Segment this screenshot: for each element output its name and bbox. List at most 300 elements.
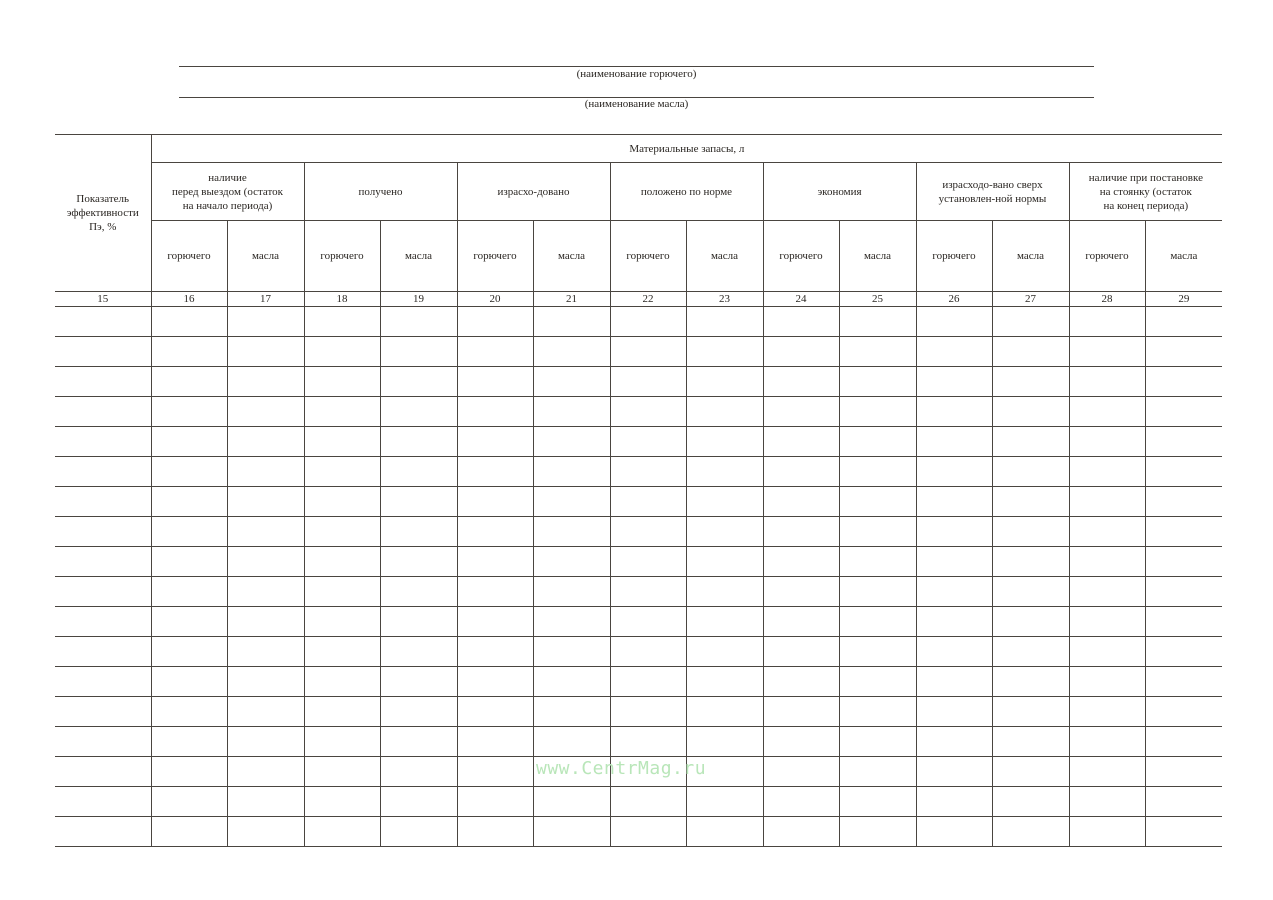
table-cell[interactable] [533, 787, 610, 817]
table-cell[interactable] [457, 637, 533, 667]
table-cell[interactable] [1145, 787, 1222, 817]
column-number: 28 [1069, 292, 1145, 307]
table-cell[interactable] [380, 517, 457, 547]
table-cell[interactable] [610, 547, 686, 577]
table-cell[interactable] [227, 577, 304, 607]
table-cell[interactable] [151, 457, 227, 487]
table-cell[interactable] [1069, 577, 1145, 607]
table-cell[interactable] [1145, 577, 1222, 607]
table-cell[interactable] [1069, 637, 1145, 667]
table-cell[interactable] [839, 487, 916, 517]
indicator-header: Показатель эффективности Пэ, % [55, 135, 151, 292]
table-cell[interactable] [304, 487, 380, 517]
table-cell[interactable] [839, 667, 916, 697]
table-cell[interactable] [55, 637, 151, 667]
column-number: 18 [304, 292, 380, 307]
table-cell[interactable] [227, 307, 304, 337]
table-cell[interactable] [686, 487, 763, 517]
table-cell[interactable] [916, 757, 992, 787]
table-cell[interactable] [610, 787, 686, 817]
table-cell[interactable] [457, 307, 533, 337]
table-cell[interactable] [686, 367, 763, 397]
table-cell[interactable] [380, 577, 457, 607]
table-cell[interactable] [1145, 757, 1222, 787]
table-cell[interactable] [610, 487, 686, 517]
table-cell[interactable] [55, 307, 151, 337]
header-row-subcolumns [55, 221, 1222, 292]
subheader-oil: масла [686, 221, 763, 292]
table-cell[interactable] [380, 637, 457, 667]
table-cell[interactable] [1145, 667, 1222, 697]
table-cell[interactable] [1145, 367, 1222, 397]
table-cell[interactable] [1145, 307, 1222, 337]
table-cell[interactable] [839, 367, 916, 397]
table-cell[interactable] [151, 697, 227, 727]
table-cell[interactable] [992, 337, 1069, 367]
table-cell[interactable] [839, 637, 916, 667]
table-cell[interactable] [457, 337, 533, 367]
table-row [55, 787, 1222, 817]
table-cell[interactable] [55, 427, 151, 457]
table-cell[interactable] [227, 547, 304, 577]
table-cell[interactable] [533, 397, 610, 427]
table-cell[interactable] [916, 547, 992, 577]
table-cell[interactable] [1069, 337, 1145, 367]
table-cell[interactable] [610, 427, 686, 457]
table-cell[interactable] [763, 817, 839, 847]
column-number: 15 [55, 292, 151, 307]
table-cell[interactable] [457, 577, 533, 607]
table-cell[interactable] [686, 667, 763, 697]
table-cell[interactable] [55, 547, 151, 577]
table-cell[interactable] [227, 697, 304, 727]
table-cell[interactable] [992, 367, 1069, 397]
table-cell[interactable] [1069, 787, 1145, 817]
table-cell[interactable] [533, 547, 610, 577]
table-cell[interactable] [227, 637, 304, 667]
table-cell[interactable] [1069, 457, 1145, 487]
table-cell[interactable] [610, 457, 686, 487]
table-cell[interactable] [916, 637, 992, 667]
table-cell[interactable] [916, 397, 992, 427]
table-cell[interactable] [457, 667, 533, 697]
table-cell[interactable] [1069, 757, 1145, 787]
table-cell[interactable] [151, 337, 227, 367]
table-cell[interactable] [686, 427, 763, 457]
table-cell[interactable] [227, 487, 304, 517]
table-cell[interactable] [686, 787, 763, 817]
table-cell[interactable] [1069, 367, 1145, 397]
column-number-row [55, 292, 1222, 307]
table-cell[interactable] [916, 697, 992, 727]
table-cell[interactable] [304, 787, 380, 817]
table-cell[interactable] [304, 427, 380, 457]
table-cell[interactable] [1145, 457, 1222, 487]
table-cell[interactable] [686, 607, 763, 637]
table-row [55, 367, 1222, 397]
table-cell[interactable] [533, 517, 610, 547]
table-cell[interactable] [1069, 517, 1145, 547]
table-cell[interactable] [763, 577, 839, 607]
table-cell[interactable] [686, 307, 763, 337]
table-cell[interactable] [533, 457, 610, 487]
group-header-start-balance: наличие перед выездом (остаток на начало периода) [151, 163, 304, 221]
table-cell[interactable] [763, 307, 839, 337]
table-cell[interactable] [55, 607, 151, 637]
table-cell[interactable] [1145, 517, 1222, 547]
table-cell[interactable] [610, 397, 686, 427]
table-cell[interactable] [839, 757, 916, 787]
table-cell[interactable] [610, 367, 686, 397]
table-cell[interactable] [1145, 817, 1222, 847]
table-cell[interactable] [916, 427, 992, 457]
table-cell[interactable] [457, 517, 533, 547]
table-cell[interactable] [55, 727, 151, 757]
table-cell[interactable] [1069, 727, 1145, 757]
table-cell[interactable] [610, 817, 686, 847]
table-cell[interactable] [151, 367, 227, 397]
table-cell[interactable] [916, 727, 992, 757]
table-cell[interactable] [457, 607, 533, 637]
table-cell[interactable] [227, 517, 304, 547]
table-cell[interactable] [533, 667, 610, 697]
table-cell[interactable] [1069, 307, 1145, 337]
table-cell[interactable] [304, 697, 380, 727]
column-number: 16 [151, 292, 227, 307]
table-cell[interactable] [457, 547, 533, 577]
table-cell[interactable] [839, 427, 916, 457]
table-cell[interactable] [763, 697, 839, 727]
table-cell[interactable] [227, 787, 304, 817]
table-cell[interactable] [763, 727, 839, 757]
table-cell[interactable] [55, 487, 151, 517]
table-cell[interactable] [151, 397, 227, 427]
watermark: www.CentrMag.ru [536, 758, 707, 779]
table-cell[interactable] [1069, 427, 1145, 457]
table-cell[interactable] [304, 577, 380, 607]
table-cell[interactable] [1069, 397, 1145, 427]
table-cell[interactable] [380, 427, 457, 457]
table-cell[interactable] [1145, 337, 1222, 367]
table-cell[interactable] [916, 337, 992, 367]
table-cell[interactable] [763, 547, 839, 577]
table-cell[interactable] [992, 787, 1069, 817]
table-cell[interactable] [151, 667, 227, 697]
table-cell[interactable] [227, 817, 304, 847]
table-cell[interactable] [55, 757, 151, 787]
table-cell[interactable] [839, 547, 916, 577]
table-cell[interactable] [1145, 727, 1222, 757]
table-cell[interactable] [380, 307, 457, 337]
table-cell[interactable] [55, 697, 151, 727]
table-cell[interactable] [151, 817, 227, 847]
table-cell[interactable] [380, 337, 457, 367]
table-cell[interactable] [916, 457, 992, 487]
table-cell[interactable] [610, 337, 686, 367]
table-cell[interactable] [1145, 547, 1222, 577]
table-row [55, 817, 1222, 847]
table-cell[interactable] [457, 487, 533, 517]
table-cell[interactable] [1145, 697, 1222, 727]
table-cell[interactable] [763, 607, 839, 637]
table-cell[interactable] [457, 757, 533, 787]
table-cell[interactable] [151, 307, 227, 337]
table-cell[interactable] [55, 817, 151, 847]
column-number: 25 [839, 292, 916, 307]
table-cell[interactable] [304, 337, 380, 367]
table-row [55, 547, 1222, 577]
table-cell[interactable] [992, 487, 1069, 517]
table-cell[interactable] [610, 727, 686, 757]
table-cell[interactable] [839, 607, 916, 637]
table-cell[interactable] [457, 397, 533, 427]
table-cell[interactable] [916, 577, 992, 607]
table-cell[interactable] [380, 817, 457, 847]
table-cell[interactable] [1069, 667, 1145, 697]
table-cell[interactable] [380, 397, 457, 427]
table-cell[interactable] [610, 577, 686, 607]
table-cell[interactable] [151, 427, 227, 457]
table-cell[interactable] [1069, 547, 1145, 577]
table-cell[interactable] [380, 607, 457, 637]
table-cell[interactable] [992, 547, 1069, 577]
table-cell[interactable] [457, 727, 533, 757]
table-cell[interactable] [763, 367, 839, 397]
oil-name-caption: (наименование масла) [584, 98, 689, 110]
subheader-fuel: горючего [304, 221, 380, 292]
column-number: 24 [763, 292, 839, 307]
table-cell[interactable] [533, 697, 610, 727]
table-cell[interactable] [1069, 817, 1145, 847]
table-cell[interactable] [304, 637, 380, 667]
column-number: 26 [916, 292, 992, 307]
table-cell[interactable] [304, 517, 380, 547]
column-number: 22 [610, 292, 686, 307]
table-cell[interactable] [55, 517, 151, 547]
table-cell[interactable] [839, 727, 916, 757]
table-cell[interactable] [151, 787, 227, 817]
table-cell[interactable] [55, 667, 151, 697]
table-cell[interactable] [839, 517, 916, 547]
table-cell[interactable] [380, 457, 457, 487]
table-row [55, 337, 1222, 367]
table-cell[interactable] [763, 637, 839, 667]
table-cell[interactable] [304, 757, 380, 787]
table-cell[interactable] [839, 397, 916, 427]
table-cell[interactable] [839, 307, 916, 337]
table-cell[interactable] [1145, 637, 1222, 667]
table-cell[interactable] [610, 697, 686, 727]
fuel-name-line[interactable] [179, 66, 1094, 67]
table-cell[interactable] [992, 457, 1069, 487]
table-cell[interactable] [992, 817, 1069, 847]
table-cell[interactable] [763, 757, 839, 787]
table-cell[interactable] [304, 667, 380, 697]
table-cell[interactable] [610, 667, 686, 697]
table-cell[interactable] [304, 817, 380, 847]
table-cell[interactable] [686, 397, 763, 427]
table-cell[interactable] [839, 337, 916, 367]
table-cell[interactable] [686, 517, 763, 547]
table-cell[interactable] [916, 487, 992, 517]
table-cell[interactable] [380, 697, 457, 727]
table-cell[interactable] [763, 667, 839, 697]
table-cell[interactable] [151, 487, 227, 517]
table-cell[interactable] [380, 727, 457, 757]
table-cell[interactable] [763, 397, 839, 427]
table-cell[interactable] [916, 817, 992, 847]
table-cell[interactable] [380, 757, 457, 787]
table-cell[interactable] [839, 787, 916, 817]
table-cell[interactable] [304, 607, 380, 637]
table-cell[interactable] [992, 727, 1069, 757]
table-cell[interactable] [763, 787, 839, 817]
table-cell[interactable] [916, 517, 992, 547]
table-cell[interactable] [763, 517, 839, 547]
table-cell[interactable] [533, 607, 610, 637]
table-cell[interactable] [686, 337, 763, 367]
table-cell[interactable] [610, 307, 686, 337]
group-header-end-balance: наличие при постановке на стоянку (остаток на конец периода) [1069, 163, 1222, 221]
table-cell[interactable] [916, 307, 992, 337]
table-cell[interactable] [151, 757, 227, 787]
table-cell[interactable] [763, 337, 839, 367]
table-cell[interactable] [992, 307, 1069, 337]
table-cell[interactable] [227, 427, 304, 457]
table-cell[interactable] [1145, 427, 1222, 457]
table-cell[interactable] [686, 577, 763, 607]
table-cell[interactable] [304, 397, 380, 427]
table-cell[interactable] [1069, 487, 1145, 517]
table-cell[interactable] [763, 457, 839, 487]
table-cell[interactable] [380, 367, 457, 397]
table-cell[interactable] [916, 787, 992, 817]
table-cell[interactable] [992, 697, 1069, 727]
table-cell[interactable] [992, 607, 1069, 637]
table-cell[interactable] [1145, 487, 1222, 517]
table-cell[interactable] [839, 577, 916, 607]
table-cell[interactable] [533, 367, 610, 397]
table-cell[interactable] [1145, 397, 1222, 427]
table-cell[interactable] [304, 547, 380, 577]
table-cell[interactable] [380, 667, 457, 697]
table-cell[interactable] [533, 637, 610, 667]
table-cell[interactable] [992, 427, 1069, 457]
table-cell[interactable] [55, 577, 151, 607]
table-cell[interactable] [151, 547, 227, 577]
table-cell[interactable] [533, 727, 610, 757]
table-cell[interactable] [992, 517, 1069, 547]
table-cell[interactable] [457, 427, 533, 457]
table-cell[interactable] [533, 817, 610, 847]
table-cell[interactable] [151, 517, 227, 547]
table-cell[interactable] [304, 307, 380, 337]
table-cell[interactable] [380, 547, 457, 577]
subheader-oil: масла [992, 221, 1069, 292]
table-cell[interactable] [227, 457, 304, 487]
subheader-fuel: горючего [916, 221, 992, 292]
table-cell[interactable] [686, 727, 763, 757]
table-cell[interactable] [686, 457, 763, 487]
table-row [55, 727, 1222, 757]
table-cell[interactable] [686, 637, 763, 667]
table-cell[interactable] [457, 787, 533, 817]
table-cell[interactable] [151, 637, 227, 667]
table-cell[interactable] [992, 667, 1069, 697]
table-cell[interactable] [916, 607, 992, 637]
table-cell[interactable] [686, 547, 763, 577]
table-cell[interactable] [610, 517, 686, 547]
table-cell[interactable] [457, 817, 533, 847]
table-cell[interactable] [839, 817, 916, 847]
table-cell[interactable] [151, 577, 227, 607]
table-cell[interactable] [1069, 697, 1145, 727]
table-cell[interactable] [992, 637, 1069, 667]
table-cell[interactable] [55, 367, 151, 397]
table-cell[interactable] [533, 487, 610, 517]
table-cell[interactable] [55, 337, 151, 367]
table-cell[interactable] [151, 607, 227, 637]
table-cell[interactable] [55, 397, 151, 427]
table-cell[interactable] [533, 307, 610, 337]
table-cell[interactable] [1145, 607, 1222, 637]
table-cell[interactable] [610, 607, 686, 637]
table-cell[interactable] [992, 577, 1069, 607]
column-number: 23 [686, 292, 763, 307]
table-cell[interactable] [227, 667, 304, 697]
table-cell[interactable] [304, 367, 380, 397]
table-cell[interactable] [686, 697, 763, 727]
table-cell[interactable] [380, 787, 457, 817]
table-cell[interactable] [992, 397, 1069, 427]
table-cell[interactable] [55, 787, 151, 817]
table-cell[interactable] [916, 667, 992, 697]
table-cell[interactable] [533, 337, 610, 367]
table-cell[interactable] [304, 727, 380, 757]
table-cell[interactable] [227, 607, 304, 637]
table-cell[interactable] [839, 697, 916, 727]
table-cell[interactable] [839, 457, 916, 487]
table-cell[interactable] [916, 367, 992, 397]
table-cell[interactable] [533, 577, 610, 607]
table-row [55, 427, 1222, 457]
table-cell[interactable] [227, 367, 304, 397]
column-number: 27 [992, 292, 1069, 307]
table-cell[interactable] [227, 727, 304, 757]
table-cell[interactable] [686, 817, 763, 847]
table-cell[interactable] [304, 457, 380, 487]
table-cell[interactable] [610, 637, 686, 667]
table-cell[interactable] [992, 757, 1069, 787]
table-cell[interactable] [1069, 607, 1145, 637]
table-cell[interactable] [380, 487, 457, 517]
table-cell[interactable] [533, 427, 610, 457]
table-row [55, 307, 1222, 337]
table-cell[interactable] [151, 727, 227, 757]
table-cell[interactable] [763, 487, 839, 517]
table-cell[interactable] [227, 397, 304, 427]
subheader-oil: масла [380, 221, 457, 292]
table-cell[interactable] [227, 337, 304, 367]
table-cell[interactable] [227, 757, 304, 787]
table-cell[interactable] [55, 457, 151, 487]
column-number: 17 [227, 292, 304, 307]
table-cell[interactable] [763, 427, 839, 457]
table-cell[interactable] [457, 457, 533, 487]
subheader-fuel: горючего [610, 221, 686, 292]
table-cell[interactable] [457, 367, 533, 397]
table-cell[interactable] [457, 697, 533, 727]
